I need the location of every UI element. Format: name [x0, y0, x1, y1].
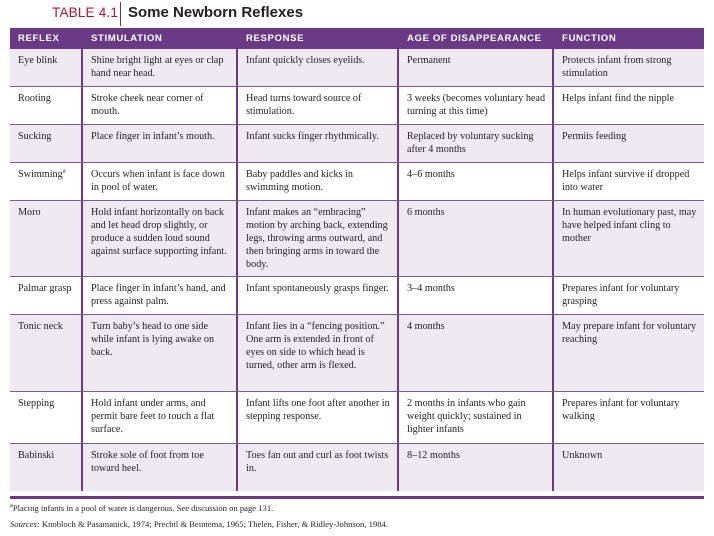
table-row — [10, 392, 704, 444]
table-row — [10, 49, 704, 87]
sources-text: Knobloch & Pasamanick, 1974; Prechtl & Beintema, 1965; Thelen, Fisher, & Ridley-Johnson, 1984. — [41, 519, 388, 529]
header-response: RESPONSE — [236, 28, 397, 49]
table-row — [10, 277, 704, 315]
cell-age: Replaced by voluntary sucking after 4 months — [397, 125, 552, 162]
footnote-text: Placing infants in a pool of water is dangerous. See discussion on page 131. — [12, 503, 274, 513]
cell-reflex: Eye blink — [18, 55, 58, 66]
table-row — [10, 444, 704, 491]
cell-function: Helps infant find the nipple — [552, 87, 704, 124]
cell-stimulation: Stroke sole of foot from toe toward heel. — [81, 444, 236, 491]
cell-function: May prepare infant for voluntary reaching — [552, 315, 704, 391]
footnote-mark: a — [10, 502, 13, 510]
header-reflex: REFLEX — [18, 33, 60, 44]
cell-function: Prepares infant for voluntary walking — [552, 392, 704, 443]
cell-function: Permits feeding — [552, 125, 704, 162]
cell-age: 6 months — [397, 201, 552, 276]
cell-response: Head turns toward source of stimulation. — [236, 87, 397, 124]
table-header-row — [10, 28, 704, 49]
header-age-of-disappearance: AGE OF DISAPPEARANCE — [397, 28, 552, 49]
cell-function: In human evolutionary past, may have helped infant cling to mother — [552, 201, 704, 276]
cell-response: Baby paddles and kicks in swimming motion. — [236, 163, 397, 200]
table-row — [10, 87, 704, 125]
reflex-table — [10, 28, 704, 491]
sources-label: Sources: — [10, 519, 40, 529]
cell-age: Permanent — [397, 49, 552, 86]
sources-line — [10, 519, 388, 530]
cell-response: Infant lies in a “fencing position.” One arm is extended in front of eyes on side to which head is turned, other arm is flexed. — [236, 315, 397, 391]
cell-stimulation: Place finger in infant’s mouth. — [81, 125, 236, 162]
table-bottom-rule — [10, 496, 704, 499]
cell-function: Helps infant survive if dropped into water — [552, 163, 704, 200]
cell-response: Toes fan out and curl as foot twists in. — [236, 444, 397, 491]
table-title-bar — [0, 0, 714, 28]
cell-age: 4 months — [397, 315, 552, 391]
cell-stimulation: Occurs when infant is face down in pool of water. — [81, 163, 236, 200]
table-row — [10, 125, 704, 163]
cell-reflex: Stepping — [18, 398, 55, 409]
cell-function: Unknown — [552, 444, 704, 491]
header-function: FUNCTION — [552, 28, 704, 49]
cell-stimulation: Shine bright light at eyes or clap hand near head. — [81, 49, 236, 86]
cell-reflex: Rooting — [18, 93, 51, 104]
cell-age: 2 months in infants who gain weight quickly; sustained in lighter infants — [397, 392, 552, 443]
cell-stimulation: Turn baby’s head to one side while infant is lying awake on back. — [81, 315, 236, 391]
cell-reflex: Babinski — [18, 450, 55, 461]
table-number: TABLE 4.1 — [52, 5, 119, 20]
cell-reflex: Moro — [18, 207, 41, 218]
header-stimulation: STIMULATION — [81, 28, 236, 49]
cell-stimulation: Hold infant horizontally on back and let head drop slightly, or produce a sudden loud sound against surface supporting infant. — [81, 201, 236, 276]
cell-function: Protects infant from strong stimulation — [552, 49, 704, 86]
cell-reflex: Sucking — [18, 131, 52, 142]
cell-reflex: Tonic neck — [18, 321, 63, 332]
cell-reflex: Palmar grasp — [18, 283, 72, 294]
cell-response: Infant spontaneously grasps finger. — [236, 277, 397, 314]
cell-age: 8–12 months — [397, 444, 552, 491]
cell-stimulation: Stroke cheek near corner of mouth. — [81, 87, 236, 124]
cell-age: 4–6 months — [397, 163, 552, 200]
cell-response: Infant sucks finger rhythmically. — [236, 125, 397, 162]
title-divider — [120, 2, 121, 26]
table-row — [10, 201, 704, 277]
cell-stimulation: Place finger in infant’s hand, and press against palm. — [81, 277, 236, 314]
cell-reflex — [10, 163, 81, 200]
cell-reflex-text: Swimming — [18, 169, 63, 180]
cell-age: 3 weeks (becomes voluntary head turning at this time) — [397, 87, 552, 124]
table-title: Some Newborn Reflexes — [128, 4, 304, 21]
footnote — [10, 503, 273, 514]
cell-response: Infant makes an “embracing” motion by arching back, extending legs, throwing arms outward, and then bringing arms in toward the body. — [236, 201, 397, 276]
table-row — [10, 315, 704, 392]
cell-response: Infant quickly closes eyelids. — [236, 49, 397, 86]
cell-stimulation: Hold infant under arms, and permit bare feet to touch a flat surface. — [81, 392, 236, 443]
cell-response: Infant lifts one foot after another in stepping response. — [236, 392, 397, 443]
footnote-marker: a — [62, 167, 66, 175]
cell-function: Prepares infant for voluntary grasping — [552, 277, 704, 314]
cell-age: 3–4 months — [397, 277, 552, 314]
table-row — [10, 163, 704, 201]
